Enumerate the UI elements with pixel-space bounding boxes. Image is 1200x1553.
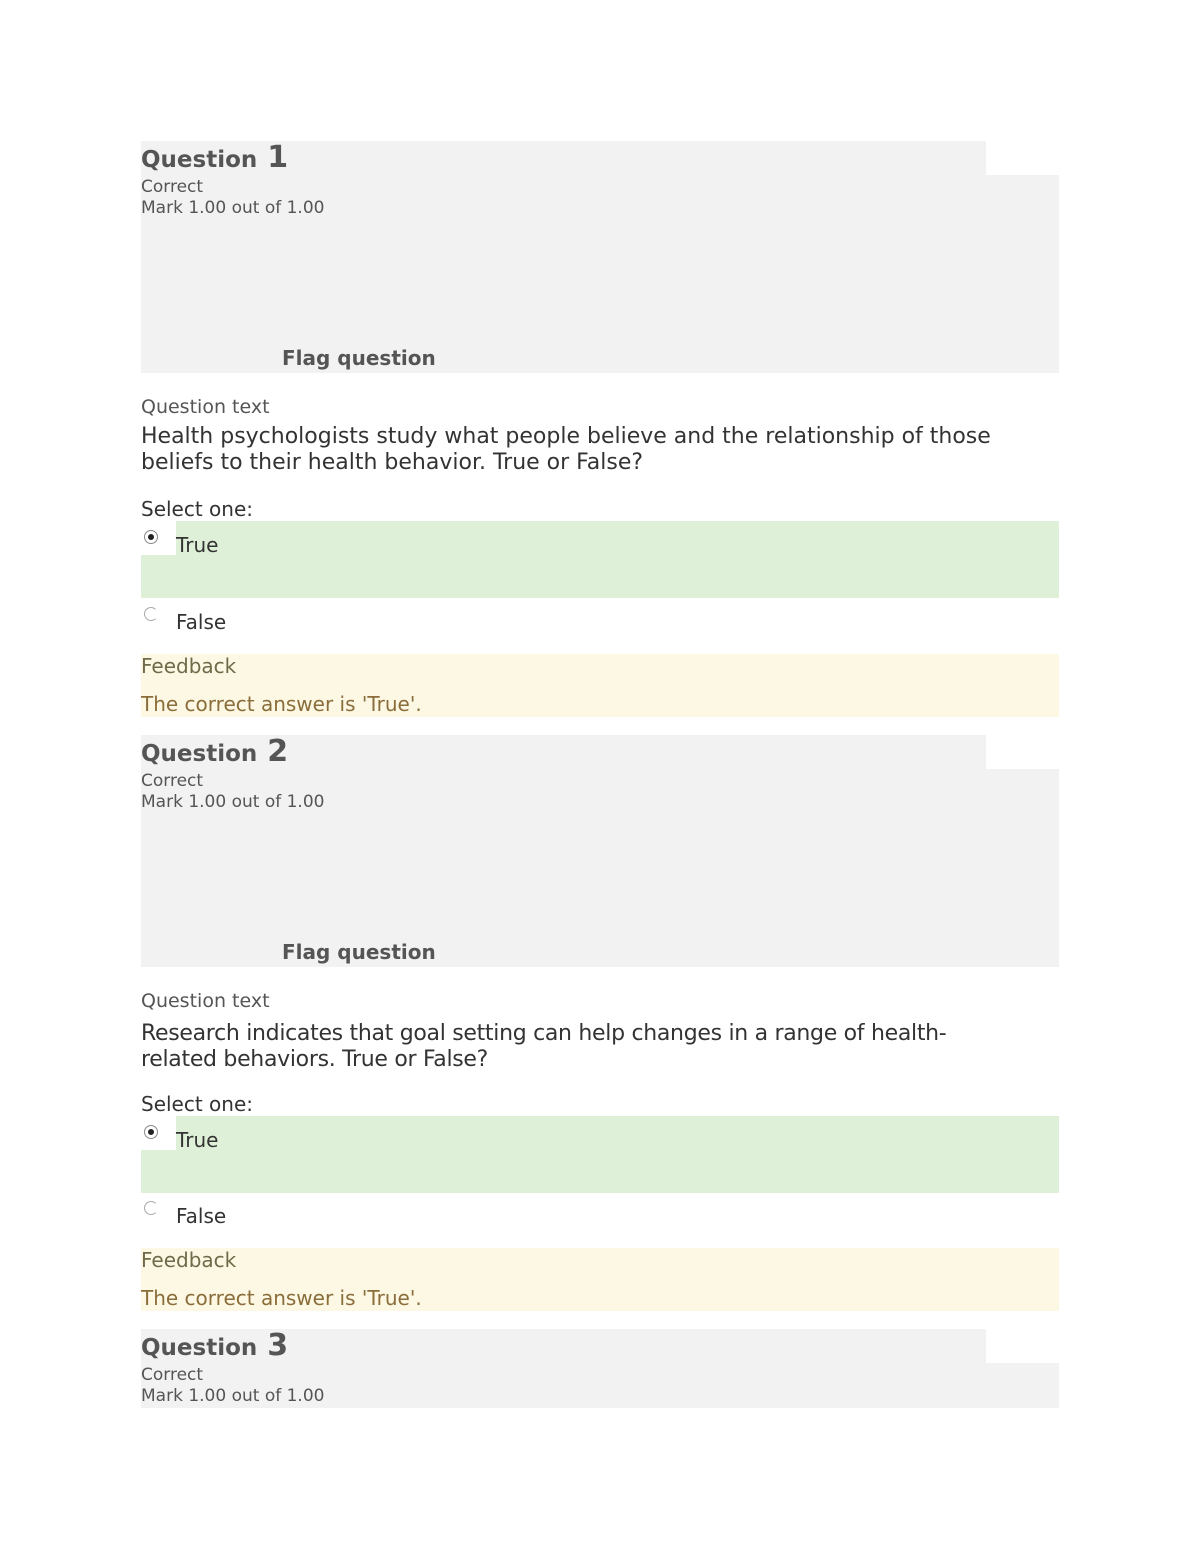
answer-option-true[interactable] (141, 1116, 1059, 1193)
question-number-value: 3 (267, 1328, 289, 1363)
question-word: Question (141, 741, 258, 767)
question-text: Health psychologists study what people believe and the relationship of those beliefs to their health behavior. True or False? (141, 424, 991, 475)
select-one-prompt: Select one: (141, 497, 254, 521)
question-word: Question (141, 1335, 258, 1361)
select-one-prompt: Select one: (141, 1092, 254, 1116)
radio-false[interactable] (144, 1201, 158, 1215)
question-2 (141, 734, 1059, 1310)
option-label-true: True (176, 1128, 219, 1152)
flag-question-link[interactable]: Flag question (282, 346, 436, 370)
question-info (141, 1329, 1059, 1408)
correct-answer-bg-lower (141, 555, 1059, 598)
radio-true[interactable] (144, 530, 158, 544)
question-3 (141, 1329, 1059, 1408)
question-1 (141, 140, 1059, 716)
correct-answer-bg (176, 1116, 1059, 1150)
answer-option-true[interactable] (141, 521, 1059, 598)
feedback-box (141, 654, 1059, 717)
question-state: Correct (141, 177, 204, 197)
feedback-text: The correct answer is 'True'. (141, 692, 422, 716)
option-label-true: True (176, 533, 219, 557)
question-info (141, 141, 1059, 373)
question-text-label: Question text (141, 396, 270, 418)
question-number-value: 2 (267, 734, 289, 769)
question-grade: Mark 1.00 out of 1.00 (141, 792, 325, 812)
question-text-label: Question text (141, 990, 270, 1012)
question-state: Correct (141, 771, 204, 791)
correct-answer-bg (176, 521, 1059, 555)
option-label-false[interactable]: False (176, 610, 227, 634)
question-number (141, 735, 288, 773)
question-info (141, 735, 1059, 967)
radio-true[interactable] (144, 1125, 158, 1139)
option-label-false[interactable]: False (176, 1204, 227, 1228)
feedback-text: The correct answer is 'True'. (141, 1286, 422, 1310)
question-grade: Mark 1.00 out of 1.00 (141, 1386, 325, 1406)
question-state: Correct (141, 1365, 204, 1385)
flag-question-link[interactable]: Flag question (282, 940, 436, 964)
question-number (141, 1329, 288, 1367)
question-number-value: 1 (267, 140, 289, 175)
feedback-box (141, 1248, 1059, 1311)
question-word: Question (141, 147, 258, 173)
feedback-label: Feedback (141, 1248, 237, 1272)
correct-answer-bg-lower (141, 1150, 1059, 1193)
radio-false[interactable] (144, 607, 158, 621)
question-text: Research indicates that goal setting can help changes in a range of health-related behaviors. True or False? (141, 1021, 947, 1072)
question-grade: Mark 1.00 out of 1.00 (141, 198, 325, 218)
question-number (141, 141, 288, 179)
feedback-label: Feedback (141, 654, 237, 678)
